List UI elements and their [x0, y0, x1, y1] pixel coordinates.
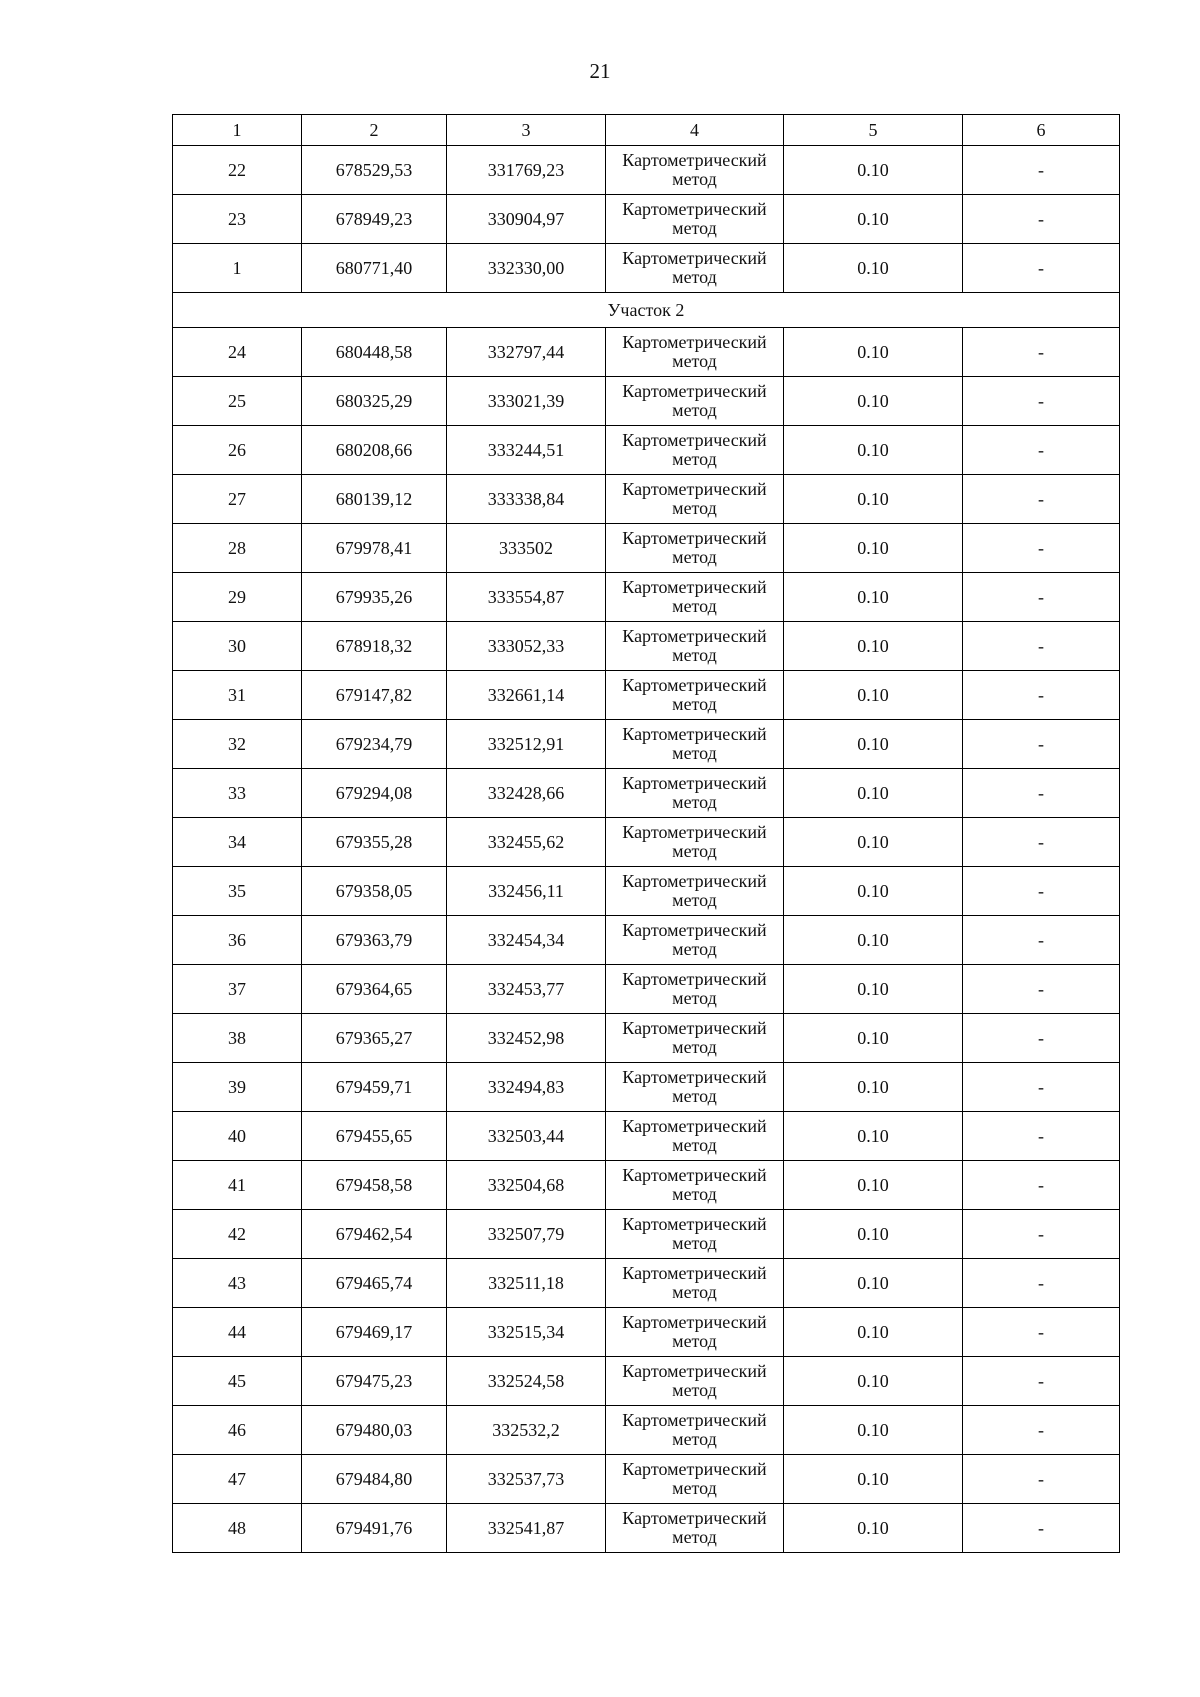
accuracy-cell: 0.10: [784, 1014, 963, 1063]
point-number-cell: 29: [173, 573, 302, 622]
coordinates-table: [172, 114, 1120, 1553]
method-cell: Картометрический метод: [606, 1210, 784, 1259]
method-cell: Картометрический метод: [606, 1161, 784, 1210]
x-coordinate-cell: 679363,79: [302, 916, 447, 965]
note-cell: -: [963, 818, 1120, 867]
x-coordinate-cell: 679294,08: [302, 769, 447, 818]
header-row: [173, 115, 1120, 146]
accuracy-cell: 0.10: [784, 671, 963, 720]
point-number-cell: 36: [173, 916, 302, 965]
method-cell: Картометрический метод: [606, 769, 784, 818]
x-coordinate-cell: 679147,82: [302, 671, 447, 720]
point-number-cell: 22: [173, 146, 302, 195]
table-row: [173, 377, 1120, 426]
x-coordinate-cell: 680771,40: [302, 244, 447, 293]
method-cell: Картометрический метод: [606, 573, 784, 622]
y-coordinate-cell: 332512,91: [447, 720, 606, 769]
y-coordinate-cell: 332537,73: [447, 1455, 606, 1504]
page-number: 21: [589, 59, 611, 83]
accuracy-cell: 0.10: [784, 524, 963, 573]
y-coordinate-cell: 332661,14: [447, 671, 606, 720]
method-cell: Картометрический метод: [606, 426, 784, 475]
table-row: [173, 1406, 1120, 1455]
accuracy-cell: 0.10: [784, 1063, 963, 1112]
point-number-cell: 28: [173, 524, 302, 573]
method-cell: Картометрический метод: [606, 1112, 784, 1161]
table-row: [173, 573, 1120, 622]
point-number-cell: 27: [173, 475, 302, 524]
x-coordinate-cell: 679935,26: [302, 573, 447, 622]
point-number-cell: 38: [173, 1014, 302, 1063]
x-coordinate-cell: 680139,12: [302, 475, 447, 524]
table-row: [173, 916, 1120, 965]
header-cell-2: 2: [302, 115, 447, 146]
method-cell: Картометрический метод: [606, 720, 784, 769]
note-cell: -: [963, 1063, 1120, 1112]
x-coordinate-cell: 679459,71: [302, 1063, 447, 1112]
method-cell: Картометрический метод: [606, 965, 784, 1014]
accuracy-cell: 0.10: [784, 965, 963, 1014]
header-cell-5: 5: [784, 115, 963, 146]
point-number-cell: 37: [173, 965, 302, 1014]
accuracy-cell: 0.10: [784, 377, 963, 426]
point-number-cell: 35: [173, 867, 302, 916]
x-coordinate-cell: 679462,54: [302, 1210, 447, 1259]
note-cell: -: [963, 146, 1120, 195]
y-coordinate-cell: 332515,34: [447, 1308, 606, 1357]
method-cell: Картометрический метод: [606, 1308, 784, 1357]
y-coordinate-cell: 332541,87: [447, 1504, 606, 1553]
table-row: [173, 622, 1120, 671]
note-cell: -: [963, 1504, 1120, 1553]
table-row: [173, 1014, 1120, 1063]
method-cell: Картометрический метод: [606, 1014, 784, 1063]
table-row: [173, 1308, 1120, 1357]
x-coordinate-cell: 680208,66: [302, 426, 447, 475]
note-cell: -: [963, 195, 1120, 244]
header-cell-6: 6: [963, 115, 1120, 146]
y-coordinate-cell: 332453,77: [447, 965, 606, 1014]
point-number-cell: 24: [173, 328, 302, 377]
section-title: Участок 2: [173, 293, 1120, 328]
accuracy-cell: 0.10: [784, 867, 963, 916]
method-cell: Картометрический метод: [606, 475, 784, 524]
table-row: [173, 524, 1120, 573]
y-coordinate-cell: 332524,58: [447, 1357, 606, 1406]
note-cell: -: [963, 867, 1120, 916]
point-number-cell: 32: [173, 720, 302, 769]
table-row: [173, 1112, 1120, 1161]
point-number-cell: 46: [173, 1406, 302, 1455]
x-coordinate-cell: 678529,53: [302, 146, 447, 195]
y-coordinate-cell: 332452,98: [447, 1014, 606, 1063]
accuracy-cell: 0.10: [784, 195, 963, 244]
y-coordinate-cell: 333502: [447, 524, 606, 573]
point-number-cell: 33: [173, 769, 302, 818]
x-coordinate-cell: 680448,58: [302, 328, 447, 377]
x-coordinate-cell: 678918,32: [302, 622, 447, 671]
method-cell: Картометрический метод: [606, 1455, 784, 1504]
y-coordinate-cell: 332330,00: [447, 244, 606, 293]
y-coordinate-cell: 332511,18: [447, 1259, 606, 1308]
note-cell: -: [963, 1112, 1120, 1161]
table-row: [173, 1161, 1120, 1210]
x-coordinate-cell: 679480,03: [302, 1406, 447, 1455]
table-row: [173, 720, 1120, 769]
note-cell: -: [963, 573, 1120, 622]
accuracy-cell: 0.10: [784, 1406, 963, 1455]
note-cell: -: [963, 671, 1120, 720]
x-coordinate-cell: 678949,23: [302, 195, 447, 244]
table-row: [173, 671, 1120, 720]
y-coordinate-cell: 332532,2: [447, 1406, 606, 1455]
method-cell: Картометрический метод: [606, 1063, 784, 1112]
y-coordinate-cell: 331769,23: [447, 146, 606, 195]
method-cell: Картометрический метод: [606, 524, 784, 573]
y-coordinate-cell: 332504,68: [447, 1161, 606, 1210]
y-coordinate-cell: 332797,44: [447, 328, 606, 377]
y-coordinate-cell: 332456,11: [447, 867, 606, 916]
y-coordinate-cell: 332494,83: [447, 1063, 606, 1112]
table-body: [173, 115, 1120, 1553]
accuracy-cell: 0.10: [784, 769, 963, 818]
x-coordinate-cell: 679365,27: [302, 1014, 447, 1063]
method-cell: Картометрический метод: [606, 818, 784, 867]
accuracy-cell: 0.10: [784, 818, 963, 867]
note-cell: -: [963, 720, 1120, 769]
accuracy-cell: 0.10: [784, 244, 963, 293]
note-cell: -: [963, 1161, 1120, 1210]
table-row: [173, 475, 1120, 524]
point-number-cell: 34: [173, 818, 302, 867]
x-coordinate-cell: 679458,58: [302, 1161, 447, 1210]
note-cell: -: [963, 475, 1120, 524]
y-coordinate-cell: 332454,34: [447, 916, 606, 965]
method-cell: Картометрический метод: [606, 1504, 784, 1553]
point-number-cell: 43: [173, 1259, 302, 1308]
table-row: [173, 769, 1120, 818]
method-cell: Картометрический метод: [606, 1259, 784, 1308]
point-number-cell: 30: [173, 622, 302, 671]
point-number-cell: 45: [173, 1357, 302, 1406]
table-row: [173, 867, 1120, 916]
y-coordinate-cell: 332455,62: [447, 818, 606, 867]
note-cell: -: [963, 965, 1120, 1014]
note-cell: -: [963, 769, 1120, 818]
table-row: [173, 195, 1120, 244]
accuracy-cell: 0.10: [784, 1455, 963, 1504]
accuracy-cell: 0.10: [784, 573, 963, 622]
point-number-cell: 1: [173, 244, 302, 293]
y-coordinate-cell: 333052,33: [447, 622, 606, 671]
note-cell: -: [963, 328, 1120, 377]
method-cell: Картометрический метод: [606, 1357, 784, 1406]
point-number-cell: 23: [173, 195, 302, 244]
table-row: [173, 1210, 1120, 1259]
x-coordinate-cell: 679234,79: [302, 720, 447, 769]
y-coordinate-cell: 332428,66: [447, 769, 606, 818]
point-number-cell: 31: [173, 671, 302, 720]
x-coordinate-cell: 679355,28: [302, 818, 447, 867]
header-cell-4: 4: [606, 115, 784, 146]
accuracy-cell: 0.10: [784, 475, 963, 524]
note-cell: -: [963, 1357, 1120, 1406]
point-number-cell: 25: [173, 377, 302, 426]
point-number-cell: 48: [173, 1504, 302, 1553]
point-number-cell: 40: [173, 1112, 302, 1161]
y-coordinate-cell: 333244,51: [447, 426, 606, 475]
point-number-cell: 47: [173, 1455, 302, 1504]
method-cell: Картометрический метод: [606, 1406, 784, 1455]
accuracy-cell: 0.10: [784, 720, 963, 769]
note-cell: -: [963, 1308, 1120, 1357]
method-cell: Картометрический метод: [606, 671, 784, 720]
table-row: [173, 426, 1120, 475]
method-cell: Картометрический метод: [606, 195, 784, 244]
method-cell: Картометрический метод: [606, 146, 784, 195]
point-number-cell: 42: [173, 1210, 302, 1259]
note-cell: -: [963, 377, 1120, 426]
method-cell: Картометрический метод: [606, 328, 784, 377]
table-row: [173, 146, 1120, 195]
table-row: [173, 328, 1120, 377]
accuracy-cell: 0.10: [784, 1161, 963, 1210]
accuracy-cell: 0.10: [784, 916, 963, 965]
table-row: [173, 965, 1120, 1014]
accuracy-cell: 0.10: [784, 1357, 963, 1406]
x-coordinate-cell: 679484,80: [302, 1455, 447, 1504]
method-cell: Картометрический метод: [606, 244, 784, 293]
point-number-cell: 39: [173, 1063, 302, 1112]
table-row: [173, 1259, 1120, 1308]
point-number-cell: 41: [173, 1161, 302, 1210]
method-cell: Картометрический метод: [606, 916, 784, 965]
accuracy-cell: 0.10: [784, 1308, 963, 1357]
x-coordinate-cell: 679491,76: [302, 1504, 447, 1553]
y-coordinate-cell: 333338,84: [447, 475, 606, 524]
point-number-cell: 26: [173, 426, 302, 475]
x-coordinate-cell: 679475,23: [302, 1357, 447, 1406]
header-cell-3: 3: [447, 115, 606, 146]
accuracy-cell: 0.10: [784, 328, 963, 377]
note-cell: -: [963, 622, 1120, 671]
y-coordinate-cell: 332507,79: [447, 1210, 606, 1259]
y-coordinate-cell: 332503,44: [447, 1112, 606, 1161]
note-cell: -: [963, 1455, 1120, 1504]
y-coordinate-cell: 333554,87: [447, 573, 606, 622]
note-cell: -: [963, 426, 1120, 475]
note-cell: -: [963, 524, 1120, 573]
accuracy-cell: 0.10: [784, 1112, 963, 1161]
x-coordinate-cell: 679364,65: [302, 965, 447, 1014]
x-coordinate-cell: 679358,05: [302, 867, 447, 916]
table-row: [173, 1357, 1120, 1406]
x-coordinate-cell: 680325,29: [302, 377, 447, 426]
note-cell: -: [963, 244, 1120, 293]
accuracy-cell: 0.10: [784, 1259, 963, 1308]
table-row: [173, 1063, 1120, 1112]
accuracy-cell: 0.10: [784, 146, 963, 195]
header-cell-1: 1: [173, 115, 302, 146]
x-coordinate-cell: 679465,74: [302, 1259, 447, 1308]
method-cell: Картометрический метод: [606, 622, 784, 671]
y-coordinate-cell: 330904,97: [447, 195, 606, 244]
section-row: [173, 293, 1120, 328]
note-cell: -: [963, 1259, 1120, 1308]
x-coordinate-cell: 679455,65: [302, 1112, 447, 1161]
table-row: [173, 1455, 1120, 1504]
x-coordinate-cell: 679469,17: [302, 1308, 447, 1357]
accuracy-cell: 0.10: [784, 1210, 963, 1259]
table-row: [173, 244, 1120, 293]
accuracy-cell: 0.10: [784, 622, 963, 671]
note-cell: -: [963, 1210, 1120, 1259]
y-coordinate-cell: 333021,39: [447, 377, 606, 426]
note-cell: -: [963, 1014, 1120, 1063]
method-cell: Картометрический метод: [606, 867, 784, 916]
accuracy-cell: 0.10: [784, 426, 963, 475]
accuracy-cell: 0.10: [784, 1504, 963, 1553]
table-row: [173, 818, 1120, 867]
note-cell: -: [963, 916, 1120, 965]
point-number-cell: 44: [173, 1308, 302, 1357]
note-cell: -: [963, 1406, 1120, 1455]
method-cell: Картометрический метод: [606, 377, 784, 426]
x-coordinate-cell: 679978,41: [302, 524, 447, 573]
table-row: [173, 1504, 1120, 1553]
